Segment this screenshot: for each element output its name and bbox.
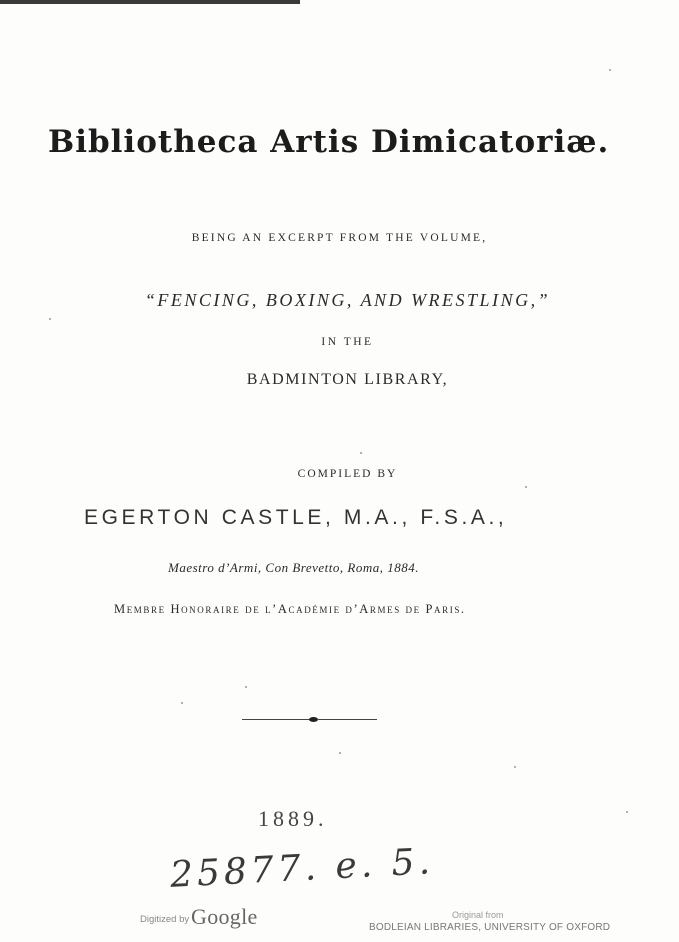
original-from-label: Original from [452,910,504,920]
ornament-rule-right [317,719,377,720]
google-logo: Google [191,904,258,929]
page-top-edge [0,0,300,4]
author-membership: Membre Honoraire de l’Académie d’Armes de Paris. [114,602,466,616]
subtitle-volume: “FENCING, BOXING, AND WRESTLING,” [144,290,551,310]
subtitle-library: BADMINTON LIBRARY, [246,371,449,388]
paper-speck [514,766,516,768]
library-attribution: BODLEIAN LIBRARIES, UNIVERSITY OF OXFORD [369,922,611,933]
publication-year: 1889. [258,806,328,831]
paper-speck [339,752,341,754]
subtitle-in-the: IN THE [321,336,374,348]
digitized-by-label: Digitized by [140,914,190,925]
author-credential: Maestro d’Armi, Con Brevetto, Roma, 1884. [168,560,419,575]
paper-speck [525,486,527,488]
paper-speck [626,811,628,813]
paper-speck [245,686,247,688]
paper-speck [360,452,362,454]
ornament-rule-left [242,719,310,720]
author-name: EGERTON CASTLE, M.A., F.S.A., [84,506,508,529]
paper-speck [609,69,611,71]
paper-speck [181,702,183,704]
paper-speck [49,318,51,320]
handwritten-shelfmark: 25877. e. 5. [169,841,435,896]
subtitle-excerpt: BEING AN EXCERPT FROM THE VOLUME, [191,232,488,244]
page-title: Bibliotheca Artis Dimicatoriæ. [48,124,610,160]
compiled-by: COMPILED BY [297,468,398,480]
